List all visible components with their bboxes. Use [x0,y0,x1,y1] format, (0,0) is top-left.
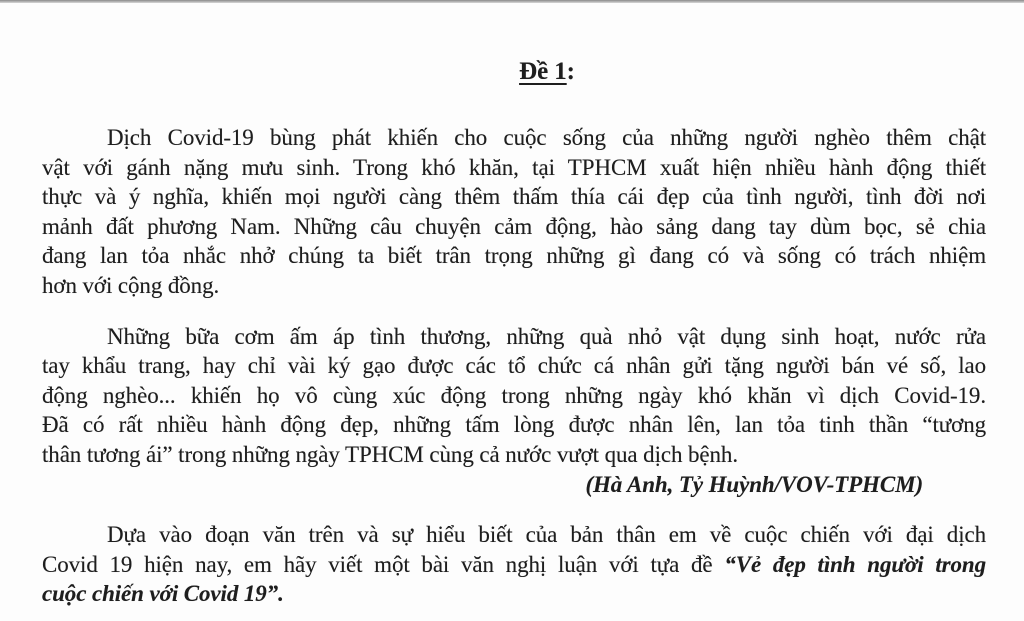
text-line: Dựa vào đoạn văn trên và sự hiểu biết của bản thân em về cuộc chiến với đại dịch [107,522,986,548]
essay-title-quote-end: cuộc chiến với Covid 19”. [42,581,284,607]
text-line: tay khẩu trang, hay chỉ vài ký gạo được các tổ chức cá nhân gửi tặng người bán vé số, lao [42,353,986,379]
page-title [42,0,986,87]
text-line: vật với gánh nặng mưu sinh. Trong khó khăn, tại TPHCM xuất hiện nhiều hành động thiết [42,154,986,180]
text-line: thân tương ái” trong những ngày TPHCM cùng cả nước vượt qua dịch bệnh. [42,441,738,467]
paragraph-1 [42,123,986,301]
text-line: Đã có rất nhiều hành động đẹp, những tấm lòng được nhân lên, lan tỏa tinh thần “tương [42,412,986,438]
topic-number-heading: Đề 1 [519,58,567,85]
source-attribution: (Hà Anh, Tỷ Huỳnh/VOV-TPHCM) [585,471,923,497]
scan-edge-artifact [0,0,1024,3]
text-line: Dịch Covid-19 bùng phát khiến cho cuộc sống của những người nghèo thêm chật [107,125,986,150]
paragraph-2 [42,322,986,470]
text-line: Những bữa cơm ấm áp tình thương, những quà nhỏ vật dụng sinh hoạt, nước rửa [107,323,986,349]
paragraph-3-essay-prompt [42,520,986,609]
essay-title-quote-start: “Vẻ đẹp tình người trong [724,551,986,577]
text-line: đang lan tỏa nhắc nhở chúng ta biết trân trọng những gì đang có và sống có trách nhiệm [42,243,986,269]
text-line [42,550,986,580]
text-line: mảnh đất phương Nam. Những câu chuyện cảm động, hào sảng dang tay dùm bọc, sẻ chia [42,213,986,239]
text-line: thực và ý nghĩa, khiến mọi người càng thêm thấm thía cái đẹp của tình người, tình đời nơi [42,184,986,210]
text-line: động nghèo... khiến họ vô cùng xúc động trong những ngày khó khăn vì dịch Covid-19. [42,382,986,408]
text-line: hơn với cộng đồng. [42,272,220,298]
topic-heading-colon: : [566,58,575,85]
prompt-text-normal: Covid 19 hiện nay, em hãy viết một bài văn nghị luận với tựa đề [42,551,725,577]
